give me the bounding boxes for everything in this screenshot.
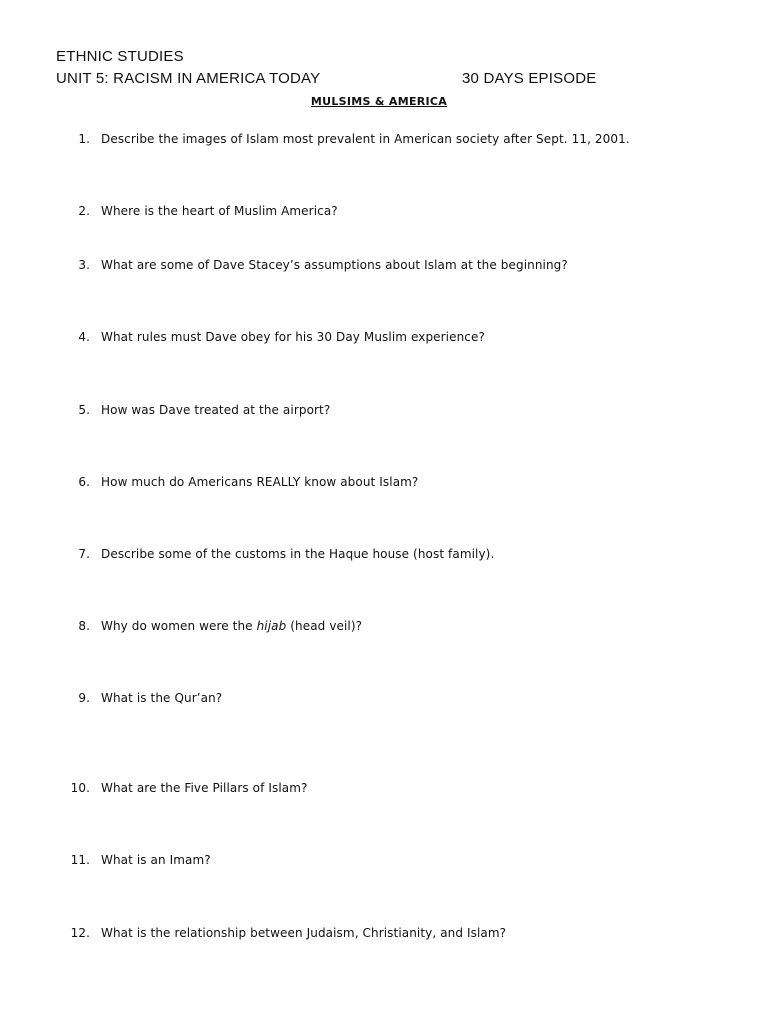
- question-number: 9.: [78, 691, 90, 705]
- course-title: ETHNIC STUDIES: [56, 48, 184, 65]
- question-number: 5.: [78, 403, 90, 417]
- hijab-term: hijab: [256, 619, 287, 633]
- question-number: 8.: [78, 619, 90, 633]
- question-text: Describe some of the customs in the Haque house (host family).: [101, 547, 495, 561]
- question-text: What are some of Dave Stacey’s assumptions about Islam at the beginning?: [101, 258, 568, 272]
- question-text: How much do Americans REALLY know about Islam?: [101, 475, 419, 489]
- unit-title: UNIT 5: RACISM IN AMERICA TODAY: [56, 70, 321, 87]
- question-number: 11.: [70, 853, 90, 867]
- question-text-start: Why do women were the: [101, 619, 257, 633]
- question-text: What is the relationship between Judaism, Christianity, and Islam?: [101, 926, 507, 940]
- question-number: 7.: [78, 547, 90, 561]
- question-text: What are the Five Pillars of Islam?: [101, 781, 308, 795]
- question-number: 3.: [78, 258, 90, 272]
- worksheet-title: MULSIMS & AMERICA: [310, 95, 448, 108]
- episode-label: 30 DAYS EPISODE: [462, 70, 597, 87]
- question-text-end: (head veil)?: [286, 619, 363, 633]
- question-number: 4.: [78, 330, 90, 344]
- question-text: Where is the heart of Muslim America?: [101, 204, 338, 218]
- question-number: 12.: [70, 926, 90, 940]
- question-number: 10.: [70, 781, 90, 795]
- question-text: [101, 619, 362, 633]
- question-text: What is the Qur’an?: [101, 691, 223, 705]
- question-text: Describe the images of Islam most prevalent in American society after Sept. 11, 2001.: [101, 132, 630, 146]
- question-text: What is an Imam?: [101, 853, 211, 867]
- question-text: How was Dave treated at the airport?: [101, 403, 331, 417]
- question-number: 2.: [78, 204, 90, 218]
- question-number: 6.: [78, 475, 90, 489]
- question-number: 1.: [78, 132, 90, 146]
- question-text: What rules must Dave obey for his 30 Day Muslim experience?: [101, 330, 485, 344]
